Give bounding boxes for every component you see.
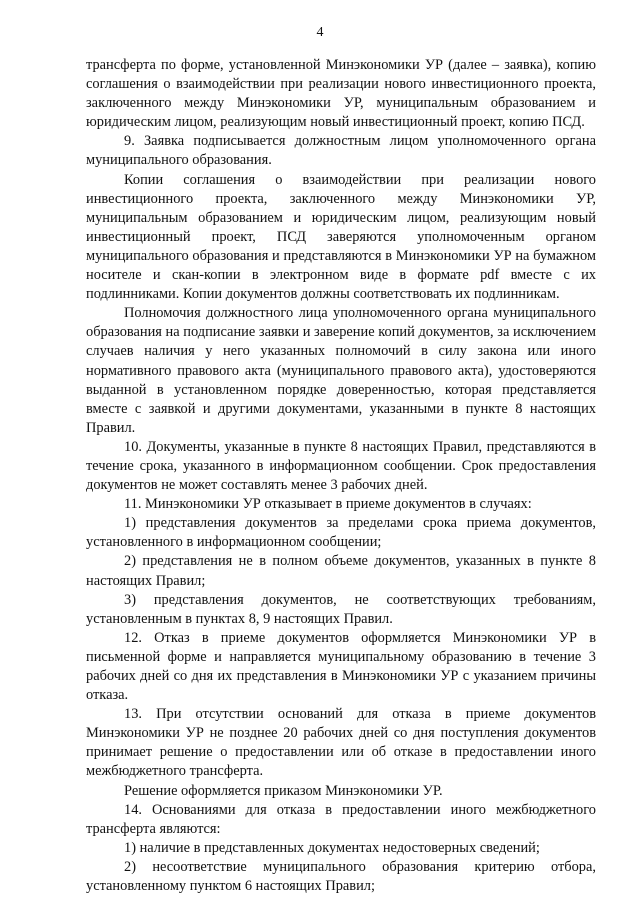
paragraph-item-11-3: 3) представления документов, не соответствующих требованиям, установленным в пунктах 8, 9 настоящих Правил. [86,591,596,627]
paragraph-item-14-1: 1) наличие в представленных документах недостоверных сведений; [124,839,540,856]
page-number: 4 [316,25,324,40]
paragraph-item-10: 10. Документы, указанные в пункте 8 настоящих Правил, представляются в течение срока, указанного в информационном сообщении. Срок предоставления документов не может составлять менее 3 рабочих дней. [86,438,596,494]
paragraph-powers: Полномочия должностного лица уполномоченного органа муниципального образования на подписание заявки и заверение копий документов, за исключением случаев наличия у него указанных полномочий в силу закона или иного нормативного правового акта (муниципального правового акта), удостоверяются выданной в установленном порядке доверенностью, которая представляется вместе с заявкой и другими документами, указанными в пункте 8 настоящих Правил. [86,305,596,436]
paragraph-item-11: 11. Минэкономики УР отказывает в приеме документов в случаях: [124,496,532,513]
paragraph-item-12: 12. Отказ в приеме документов оформляется Минэкономики УР в письменной форме и направляется муниципальному образованию в течение 3 рабочих дней со дня их представления в Минэкономики УР с указанием причины отказа. [86,629,596,704]
paragraph-item-14-2: 2) несоответствие муниципального образования критерию отбора, установленному пунктом 6 настоящих Правил; [86,858,596,895]
paragraph-item-13: 13. При отсутствии оснований для отказа в приеме документов Минэкономики УР не позднее 20 рабочих дней со дня поступления документов принимает решение о предоставлении или об отказе в предоставлении иного межбюджетного трансферта. [86,706,596,780]
paragraph-decision: Решение оформляется приказом Минэкономики УР. [124,782,443,799]
document-body [86,56,596,896]
paragraph-item-9: 9. Заявка подписывается должностным лицом уполномоченного органа муниципального образования. [86,133,596,169]
paragraph-item-11-2: 2) представления не в полном объеме документов, указанных в пункте 8 настоящих Правил; [86,553,596,589]
paragraph-copies: Копии соглашения о взаимодействии при реализации нового инвестиционного проекта, заключенного между Минэкономики УР, муниципальным образованием и юридическим лицом, реализующим новый инвестиционный проект, ПСД заверяются уполномоченным органом муниципального образования и представляются в Минэкономики УР на бумажном носителе и скан-копии в электронном виде в формате pdf вместе с их подлинниками. Копии документов должны соответствовать их подлинникам. [86,171,596,303]
paragraph-continuation: трансферта по форме, установленной Минэкономики УР (далее – заявка), копию соглашения о взаимодействии при реализации нового инвестиционного проекта, заключенного между Минэкономики УР, муниципальным образованием и юридическим лицом, реализующим новый инвестиционный проект, копию ПСД. [86,57,596,131]
paragraph-item-11-1: 1) представления документов за пределами срока приема документов, установленного в информационном сообщении; [86,515,596,551]
paragraph-item-14: 14. Основаниями для отказа в предоставлении иного межбюджетного трансферта являются: [86,801,596,837]
